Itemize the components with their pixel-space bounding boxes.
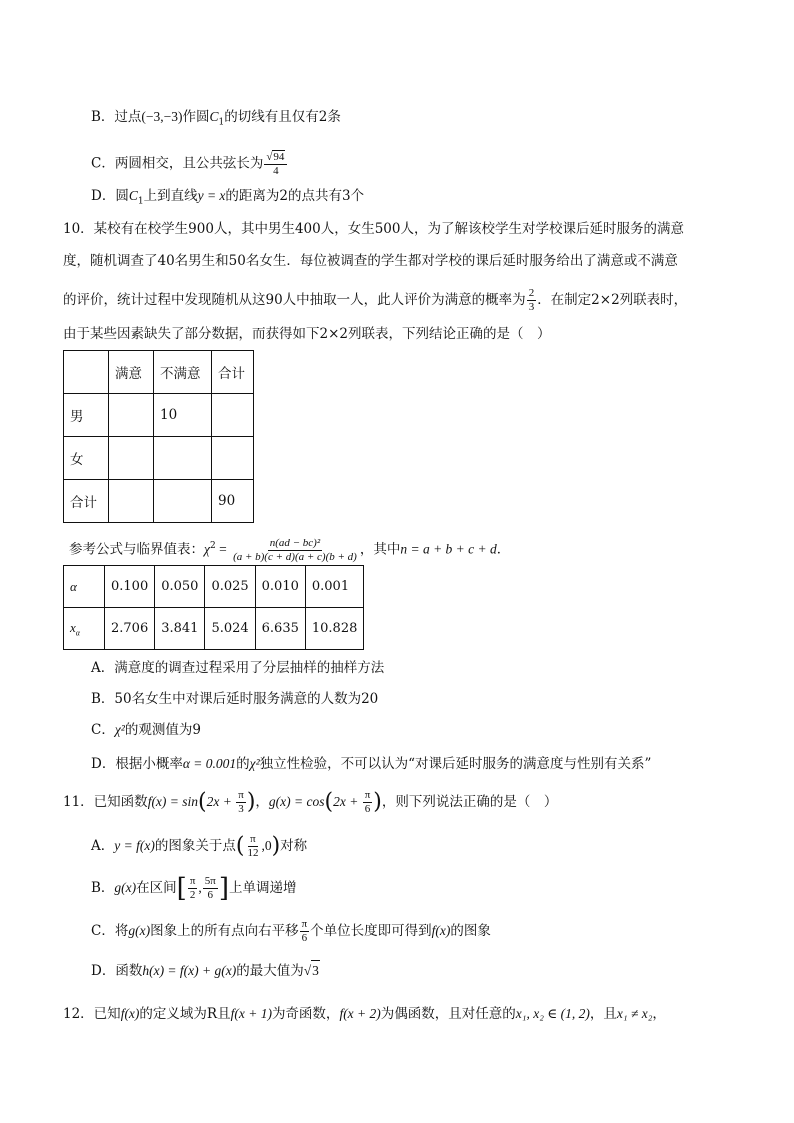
fraction: $\frac{\pi}{3}$ <box>238 789 244 815</box>
q11-option-d: D．函数h(x) = f(x) + g(x)的最大值为√3 <box>91 960 320 981</box>
table-cell: 10.828 <box>305 608 364 650</box>
table-row <box>64 608 364 650</box>
fraction: $\frac{\pi}{12}$ <box>247 833 259 859</box>
q9-option-d: D．圆$C_1$上到直线y = x的距离为2的点共有3个 <box>91 188 365 207</box>
table-cell <box>109 437 154 480</box>
table-cell: 5.024 <box>205 608 255 650</box>
chi-square-fraction: $\frac{\text{n(ad − bc)²}}{(a + b)(c + d)(a + c)(b + d)}$ <box>233 536 357 563</box>
table-cell: 3.841 <box>155 608 205 650</box>
table-cell: 男 <box>64 394 109 437</box>
table-cell: 6.635 <box>255 608 305 650</box>
q10-option-b: B．50名女生中对课后延时服务满意的人数为20 <box>91 691 379 707</box>
table-cell <box>64 351 109 394</box>
fraction: $\frac{2}{3}$ <box>528 287 535 313</box>
fraction: $\frac{\pi}{6}$ <box>301 918 308 944</box>
table-row <box>64 480 254 523</box>
table-cell: 10 <box>154 394 212 437</box>
reference-formula: 参考公式与临界值表：$\chi^2$ = $\frac{\text{n(ad − bc)²}}{(a + b)(c + d)(a + c)(b + d)}$ ，其中n = a + b + c + d． <box>69 536 511 563</box>
table-cell: 2.706 <box>105 608 155 650</box>
fraction: $\frac{\pi}{2}$ <box>189 875 196 901</box>
q12-stem: 12．已知f(x)的定义域为R且f(x + 1)为奇函数，f(x + 2)为偶函数，且对任意的x₁, x₂ ∈ (1, 2)，且x₁ ≠ x₂， <box>63 1006 666 1022</box>
table-row <box>64 394 254 437</box>
table-cell: 不满意 <box>154 351 212 394</box>
table-cell: 合计 <box>64 480 109 523</box>
table-row <box>64 566 364 608</box>
q11-option-c: C．将g(x)图象上的所有点向右平移 $\frac{\pi}{6}$ 个单位长度即可得到f(x)的图象 <box>91 918 491 944</box>
q10-stem-line-4: 由于某些因素缺失了部分数据，而获得如下2×2列联表，下列结论正确的是（ ） <box>63 326 551 342</box>
contingency-table <box>63 350 254 523</box>
fraction: $\frac{√94}{4}$ <box>264 150 287 178</box>
table-cell: 90 <box>212 480 254 523</box>
q10-stem-line-1: 10．某校有在校学生900人，其中男生400人，女生500人，为了解该校学生对学校课后延时服务的满意 <box>63 221 684 237</box>
q10-option-d: D．根据小概率α = 0.001的χ²独立性检验，不可以认为“对课后延时服务的满意度与性别有关系” <box>91 756 652 772</box>
q11-stem: 11．已知函数f(x) = sin(2x + $\frac{\pi}{3}$ )，g(x) = cos(2x + $\frac{\pi}{6}$ )，则下列说法正确的是（ ） <box>63 789 558 815</box>
table-cell: $x_\alpha$ <box>64 608 105 650</box>
fraction: $\frac{5\pi}{6}$ <box>204 875 216 901</box>
table-cell: 0.025 <box>205 566 255 608</box>
table-row <box>64 437 254 480</box>
table-cell: 0.010 <box>255 566 305 608</box>
table-cell <box>212 437 254 480</box>
fraction: $\frac{\pi}{6}$ <box>364 789 371 815</box>
q10-stem-line-2: 度，随机调查了40名男生和50名女生．每位被调查的学生都对学校的课后延时服务给出了满意或不满意 <box>63 253 678 269</box>
q10-option-c: C．χ²的观测值为9 <box>91 722 201 738</box>
q10-option-a: A．满意度的调查过程采用了分层抽样的抽样方法 <box>91 660 385 676</box>
table-cell <box>154 480 212 523</box>
q11-option-b: B．g(x)在区间[ $\frac{\pi}{2}$ , $\frac{5\pi}{6}$ ]上单调递增 <box>91 873 297 904</box>
table-cell: 合计 <box>212 351 254 394</box>
table-cell: 0.001 <box>305 566 364 608</box>
table-cell: 0.050 <box>155 566 205 608</box>
table-cell <box>109 480 154 523</box>
table-cell <box>109 394 154 437</box>
table-row <box>64 351 254 394</box>
q11-option-a: A．y = f(x)的图象关于点( $\frac{\pi}{12}$ ,0)对称 <box>91 833 308 859</box>
table-cell: 0.100 <box>105 566 155 608</box>
table-cell <box>212 394 254 437</box>
q9-option-b: B．过点(−3,−3)作圆$C_1$的切线有且仅有2条 <box>91 109 341 128</box>
q10-stem-line-3: 的评价，统计过程中发现随机从这90人中抽取一人，此人评价为满意的概率为 $\frac{2}{3}$ ．在制定2×2列联表时， <box>63 287 688 313</box>
table-cell: 女 <box>64 437 109 480</box>
critical-value-table <box>63 565 364 650</box>
table-cell <box>154 437 212 480</box>
q9-option-c: C．两圆相交，且公共弦长为 $\frac{√94}{4}$ <box>91 150 288 178</box>
table-cell: α <box>64 566 105 608</box>
table-cell: 满意 <box>109 351 154 394</box>
